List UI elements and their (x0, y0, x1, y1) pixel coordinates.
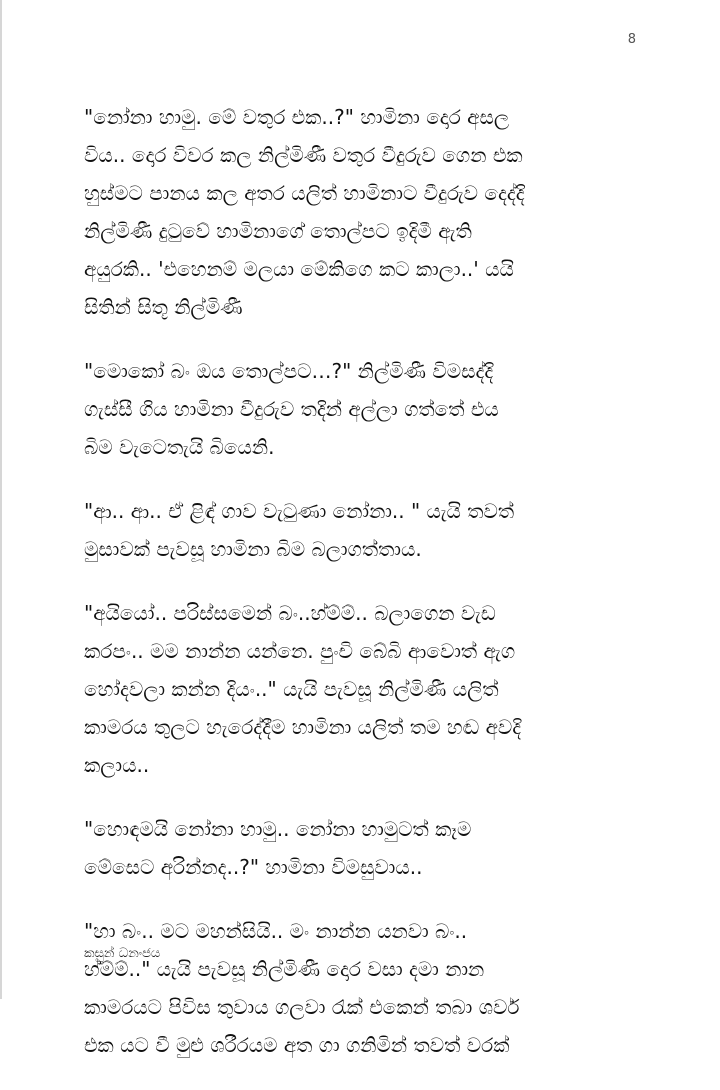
text-line: "හොඳමයි නෝනා හාමු.. නෝනා හාමුටත් කෑම (84, 817, 472, 841)
paragraph-3 (84, 492, 644, 568)
text-line: "නෝනා හාමු. මේ වතුර එක..?" හාමිනා දොර අසල (84, 105, 510, 129)
text-line: හුස්මට පානය කල අතර යලිත් හාමිනාට වීදුරුව දෙද්දි (84, 181, 525, 205)
story-body (84, 98, 644, 1090)
paragraph-4 (84, 594, 644, 784)
text-line: ගැස්සී ගිය හාමිනා වීදුරුව තදින් අල්ලා ගත්තේ එය (84, 397, 499, 421)
author-footer: කසුන් ධනංජය (84, 946, 161, 961)
text-line: "හා බං.. මට මහන්සියි.. මං නාන්න යනවා බං.. (84, 919, 468, 943)
text-line: සිතින් සිතූ නිල්මිණී (84, 295, 243, 319)
text-line: මේසෙට අරින්නද..?" හාමිනා විමසුවාය.. (84, 855, 423, 879)
paragraph-5 (84, 810, 644, 886)
text-line: හ්ම්ම්.." යැයි පැවසූ නිල්මිණී දොර වසා දමා නාන (84, 957, 485, 981)
text-line: කාමරයට පිවිස තුවාය ගලවා රැක් එකෙන් තබා ශවර් (84, 995, 520, 1019)
text-line: නිල්මිණී දුටුවේ හාමිනාගේ තොල්පට ඉදිමී ඇති (84, 219, 472, 243)
text-line: විය.. දොර විවර කල නිල්මිණී වතුර වීදුරුව ගෙන එක (84, 143, 523, 167)
text-line: බිම වැටෙතැයි බියෙනි. (84, 435, 275, 459)
paragraph-6 (84, 912, 644, 1064)
text-line: අයුරකි.. 'එහෙනම් මලයා මේකිගෙ කට කාලා..' යයි (84, 257, 514, 281)
text-line: කාමරය තුලට හැරෙද්දීම හාමිනා යලිත් තම හඬ අවදි (84, 715, 522, 739)
text-line: "ආ.. ආ.. ඒ ළිඳ් ගාව වැටුණා නෝනා.. " යැයි තවත් (84, 499, 515, 523)
page-number: 8 (627, 32, 636, 47)
paragraph-2 (84, 352, 644, 466)
page-edge (0, 0, 2, 999)
text-line: කරපං.. මම නාන්න යන්නෙ. පුංචි බේබි ආවොත් ඇග (84, 639, 516, 663)
text-line: "මොකෝ බං ඔය තොල්පට…?" නිල්මිණී විමසද්දි (84, 359, 494, 383)
text-line: "අයියෝ.. පරිස්සමෙන් බං..හ්ම්ම්.. බලාගෙන වැඩ (84, 601, 496, 625)
paragraph-1 (84, 98, 644, 326)
text-line: කලාය.. (84, 753, 150, 777)
text-line: හෝදවලා කන්න දියං.." යැයි පැවසූ නිල්මිණී යලිත් (84, 677, 499, 701)
text-line: එක යට වී මුළු ශරීරයම අත ගා ගනිමින් තවත් වරක් (84, 1033, 510, 1057)
text-line: මුසාවක් පැවසූ හාමිනා බිම බලාගත්තාය. (84, 537, 422, 561)
